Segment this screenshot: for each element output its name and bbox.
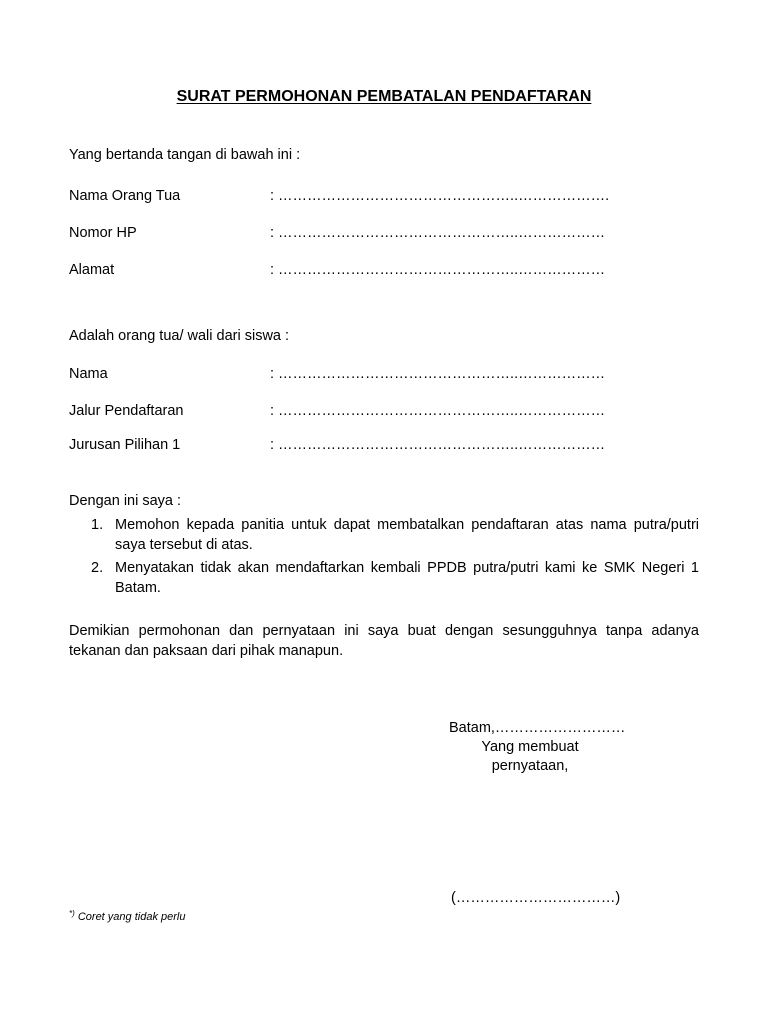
document-title: SURAT PERMOHONAN PEMBATALAN PENDAFTARAN — [176, 88, 592, 105]
student-intro-text: Adalah orang tua/ wali dari siswa : — [69, 328, 290, 344]
signature-line-2: pernyataan, — [491, 758, 569, 774]
list-item-text: Menyatakan tidak akan mendaftarkan kembali PPDB putra/putri kami ke SMK Negeri 1 Batam. — [115, 560, 699, 596]
footnote-text: Coret yang tidak perlu — [77, 911, 186, 923]
field-label-phone: Nomor HP — [69, 225, 137, 241]
statement-list — [69, 515, 699, 598]
list-item-number: 2. — [91, 560, 104, 576]
field-blank-address: : …………………………………………..……………… — [270, 262, 606, 278]
field-blank-parent-name: : …………………………………………..………………. — [270, 188, 610, 204]
signature-name-blank: (……………………………) — [451, 890, 621, 906]
signature-place-date: Batam,……………………… — [449, 720, 626, 736]
field-label-student-name: Nama — [69, 366, 108, 382]
field-blank-phone: : …………………………………………..……………… — [270, 225, 606, 241]
field-label-registration-path: Jalur Pendaftaran — [69, 403, 184, 419]
field-label-major-choice: Jurusan Pilihan 1 — [69, 437, 181, 453]
closing-paragraph: Demikian permohonan dan pernyataan ini saya buat dengan sesungguhnya tanpa adanya tekanan dan paksaan dari pihak manapun. — [69, 623, 699, 659]
field-blank-student-name: : …………………………………………..……………… — [270, 366, 606, 382]
footnote — [69, 909, 185, 923]
field-label-parent-name: Nama Orang Tua — [69, 188, 181, 204]
list-item-number: 1. — [91, 517, 104, 533]
field-blank-registration-path: : …………………………………………..……………… — [270, 403, 606, 419]
intro-text: Yang bertanda tangan di bawah ini : — [69, 147, 301, 163]
field-blank-major-choice: : …………………………………………..……………… — [270, 437, 606, 453]
footnote-mark: *) — [69, 909, 75, 918]
list-item-text: Memohon kepada panitia untuk dapat membatalkan pendaftaran atas nama putra/putri saya tersebut di atas. — [115, 517, 699, 553]
field-label-address: Alamat — [69, 262, 115, 278]
list-item — [69, 515, 699, 555]
statement-intro-text: Dengan ini saya : — [69, 493, 182, 509]
signature-line-1: Yang membuat — [481, 739, 579, 755]
list-item — [69, 558, 699, 598]
